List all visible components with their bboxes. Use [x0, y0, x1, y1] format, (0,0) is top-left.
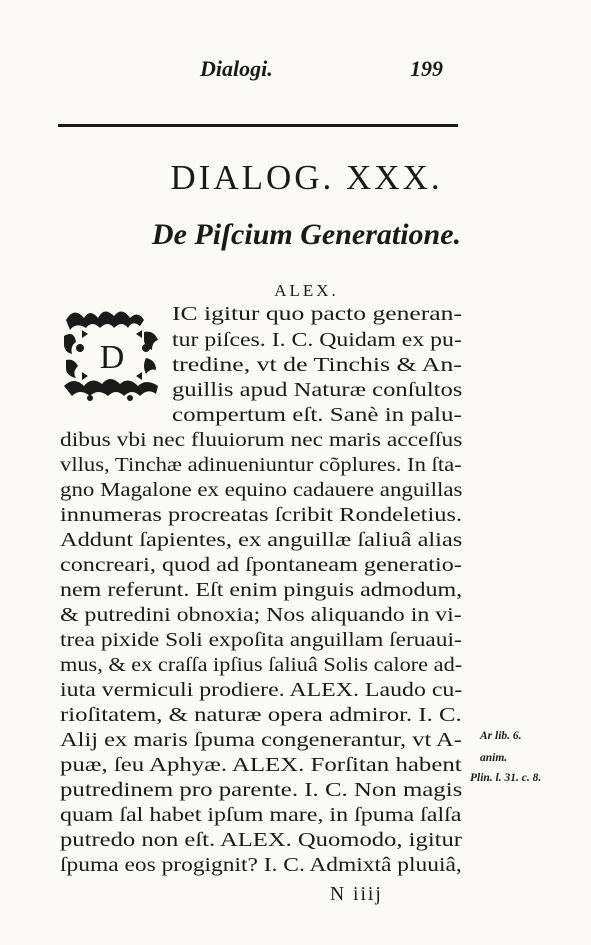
- text-line: vllus, Tinchæ adinueniuntur cõplures. In ſta-: [60, 455, 462, 476]
- dialog-title: DIALOG. XXX.: [170, 158, 443, 197]
- text-line: ſpuma eos progignit? I. C. Admixtâ pluuiâ,: [60, 855, 462, 876]
- marginal-note: Ar lib. 6.: [480, 730, 522, 742]
- text-line: trea pixide Soli expoſita anguillam ſeruaui-: [60, 630, 462, 651]
- text-line: gno Magalone ex equino cadauere anguillas: [60, 480, 463, 501]
- page-number: 199: [410, 56, 443, 81]
- text-line: guillis apud Naturæ conſultos: [172, 380, 463, 401]
- text-line: IC igitur quo pacto generan-: [172, 304, 462, 325]
- text-line: & putredini obnoxia; Nos aliquando in vi-: [60, 605, 462, 626]
- text-line: innumeras procreatas ſcribit Rondeletius.: [60, 505, 463, 526]
- header-rule: [58, 124, 458, 127]
- text-line: tredine, vt de Tinchis & An-: [172, 355, 462, 376]
- text-line: iuta vermiculi prodiere. ALEX. Laudo cu-: [60, 680, 463, 701]
- text-line: rioſitatem, & naturæ opera admiror. I. C.: [60, 705, 462, 726]
- marginal-note: Plin. l. 31. c. 8.: [470, 772, 542, 784]
- running-head: [0, 56, 591, 86]
- marginal-note: anim.: [480, 752, 508, 764]
- text-line: mus, & ex craſſa ipſius ſaliuâ Solis calore ad-: [60, 655, 463, 676]
- text-line: nem referunt. Eſt enim pinguis admodum,: [60, 580, 463, 601]
- signature-mark: N iiij: [330, 884, 383, 905]
- ornamental-dropcap: [60, 302, 164, 406]
- text-line: putredinem pro parente. I. C. Non magis: [60, 780, 463, 801]
- speaker-heading: ALEX.: [274, 281, 339, 300]
- text-line: concreari, quod ad ſpontaneam generatio-: [60, 555, 462, 576]
- dialog-subtitle: De Piſcium Generatione.: [151, 218, 462, 251]
- text-line: puæ, ſeu Aphyæ. ALEX. Forſitan habent: [60, 755, 462, 776]
- text-line: putredo non eſt. ALEX. Quomodo, igitur: [60, 830, 462, 851]
- text-line: tur piſces. I. C. Quidam ex pu-: [172, 330, 462, 351]
- text-line: dibus vbi nec fluuiorum nec maris acceſſus: [60, 430, 463, 451]
- text-line: Addunt ſapientes, ex anguillæ ſaliuâ alias: [60, 530, 463, 551]
- text-line: compertum eſt. Sanè in palu-: [172, 405, 462, 426]
- text-line: quam ſal habet ipſum mare, in ſpuma ſalſa: [60, 805, 462, 826]
- text-line: Alij ex maris ſpuma congenerantur, vt A-: [60, 730, 462, 751]
- running-head-title: Dialogi.: [200, 56, 273, 81]
- dropcap-letter: D: [99, 339, 125, 376]
